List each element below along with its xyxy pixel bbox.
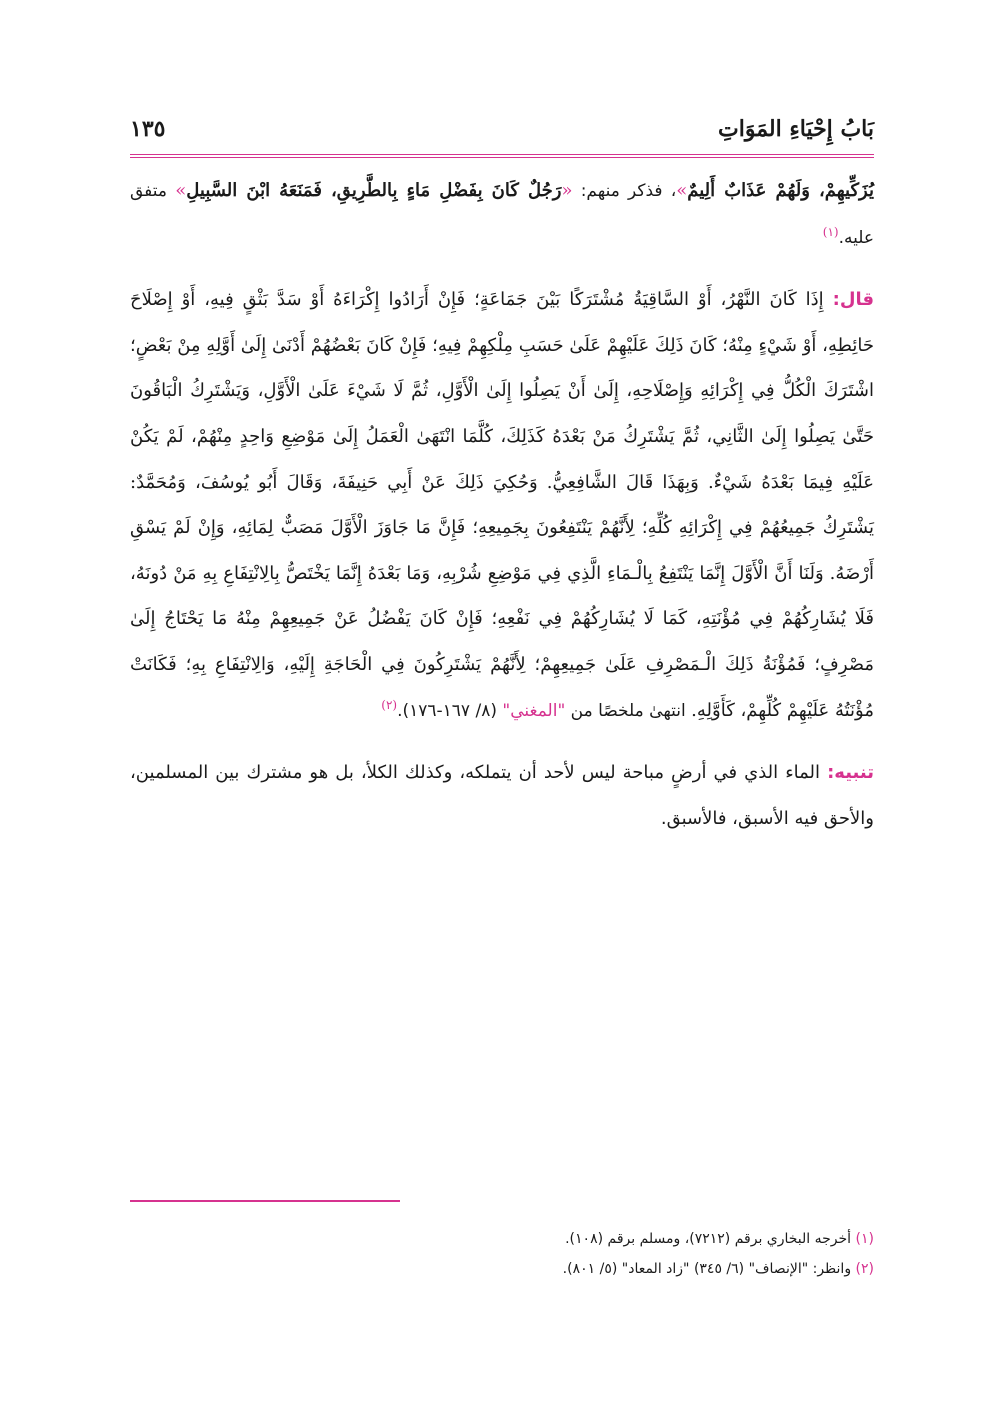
note-text: الماء الذي في أرضٍ مباحة ليس لأحد أن يتملكه، وكذلك الكلأ، بل هو مشترك بين المسلمين، والأحق فيه الأسبق، فالأسبق. — [130, 762, 874, 829]
quote-tail-b: (٨/ ١٦٧-١٧٦). — [397, 700, 503, 721]
footnote-1 — [130, 1224, 874, 1254]
qala-label: قال: — [832, 289, 874, 311]
hadith-connector: ، فذكر منهم: — [572, 181, 677, 201]
quote-open-mark: « — [561, 180, 573, 201]
quote-close-mark: » — [676, 180, 688, 201]
hadith-text-b: رَجُلٌ كَانَ بِفَضْلِ مَاءٍ بِالطَّرِيقِ، فَمَنَعَهُ ابْنَ السَّبِيلِ — [186, 180, 562, 201]
tanbih-label: تنبيه: — [827, 762, 874, 784]
quote-text: إِذَا كَانَ النَّهْرُ، أَوْ السَّاقِيَةُ مُشْتَرَكًا بَيْنَ جَمَاعَةٍ؛ فَإِنْ أَرَادُوا إِكْرَاءَهُ أَوْ سَدَّ بَثْقٍ فِيهِ، أَوْ إِصْلَاحَ حَائِطِهِ، أَوْ شَيْءٍ مِنْهُ؛ كَانَ ذَلِكَ عَلَيْهِمْ عَلَىٰ حَسَبِ مِلْكِهِمْ فِيهِ؛ فَإِنْ كَانَ بَعْضُهُمْ أَدْنَىٰ إِلَىٰ أَوَّلِهِ مِنْ بَعْضٍ؛ اشْتَرَكَ الْكُلُّ فِي إِكْرَائِهِ وَإِصْلَاحِهِ، إِلَىٰ أَنْ يَصِلُوا إِلَىٰ الْأَوَّلِ، ثُمَّ لَا شَيْءَ عَلَىٰ الْأَوَّلِ، وَيَشْتَرِكُ الْبَاقُونَ حَتَّىٰ يَصِلُوا إِلَىٰ الثَّانِي، ثُمَّ يَشْتَرِكُ مَنْ بَعْدَهُ كَذَلِكَ، كُلَّمَا انْتَهَىٰ الْعَمَلُ إِلَىٰ مَوْضِعِ وَاحِدٍ مِنْهُمْ، لَمْ يَكُنْ عَلَيْهِ فِيمَا بَعْدَهُ شَيْءٌ. وَبِهَذَا قَالَ الشَّافِعِيُّ. وَحُكِيَ ذَلِكَ عَنْ أَبِي حَنِيفَةَ، وَقَالَ أَبُو يُوسُفَ، وَمُحَمَّدٌ: يَشْتَرِكُ جَمِيعُهُمْ فِي إِكْرَائِهِ كُلِّهِ؛ لِأَنَّهُمْ يَنْتَفِعُونَ بِجَمِيعِهِ؛ فَإِنَّ مَا جَاوَزَ الْأَوَّلَ مَصَبٌّ لِمَائِهِ، وَإِنْ لَمْ يَسْقِ أَرْضَهُ. وَلَنَا أَنَّ الْأَوَّلَ إِنَّمَا يَنْتَفِعُ بِالْـمَاءِ الَّذِي فِي مَوْضِعِ شُرْبِهِ، وَمَا بَعْدَهُ إِنَّمَا يَخْتَصُّ بِالِانْتِفَاعِ بِهِ مَنْ دُونَهُ، فَلَا يُشَارِكُهُمْ فِي مُؤْنَتِهِ، كَمَا لَا يُشَارِكُهُمْ فِي نَفْعِهِ؛ فَإِنْ كَانَ يَفْضُلُ عَنْ جَمِيعِهِمْ مِنْهُ مَا يَحْتَاجُ إِلَىٰ مَصْرِفٍ؛ فَمُؤْنَةُ ذَلِكَ الْـمَصْرِفِ عَلَىٰ جَمِيعِهِمْ؛ لِأَنَّهُمْ يَشْتَرِكُونَ فِي الْحَاجَةِ إِلَيْهِ، وَالِانْتِفَاعِ بِهِ؛ فَكَانَتْ مُؤْنَتُهُ عَلَيْهِمْ كُلِّهِمْ، كَأَوَّلِهِ. — [130, 289, 874, 721]
quote-tail-a: انتهىٰ ملخصًا من — [565, 700, 692, 721]
footnote-number: (٢) — [855, 1261, 874, 1277]
footnote-ref-2[interactable]: (٢) — [381, 697, 398, 712]
chapter-title: بَابُ إِحْيَاءِ المَوَاتِ — [718, 116, 874, 142]
footnote-text: وانظر: "الإنصاف" (٦/ ٣٤٥) "زاد المعاد" (٥/ ٨٠١). — [562, 1261, 856, 1277]
hadith-tail: متفق عليه. — [130, 181, 874, 248]
page-number: ١٣٥ — [130, 116, 166, 142]
footnote-divider — [130, 1200, 400, 1202]
paragraph-note — [130, 750, 874, 841]
hadith-text-a: يُزَكِّيهِمْ، وَلَهُمْ عَذَابٌ أَلِيمٌ — [687, 180, 874, 201]
footnotes — [130, 1224, 874, 1284]
book-page — [130, 110, 874, 1390]
paragraph-hadith — [130, 168, 874, 261]
main-text — [130, 168, 874, 841]
paragraph-quote — [130, 277, 874, 734]
page-header — [130, 110, 874, 158]
footnote-text: أخرجه البخاري برقم (٧٢١٢)، ومسلم برقم (١٠٨). — [565, 1231, 856, 1247]
source-title: "المغني" — [502, 700, 566, 721]
footnote-ref-1[interactable]: (١) — [822, 224, 839, 239]
footnote-number: (١) — [855, 1231, 874, 1247]
footnote-2 — [130, 1254, 874, 1284]
quote-close-mark-2: » — [175, 180, 187, 201]
